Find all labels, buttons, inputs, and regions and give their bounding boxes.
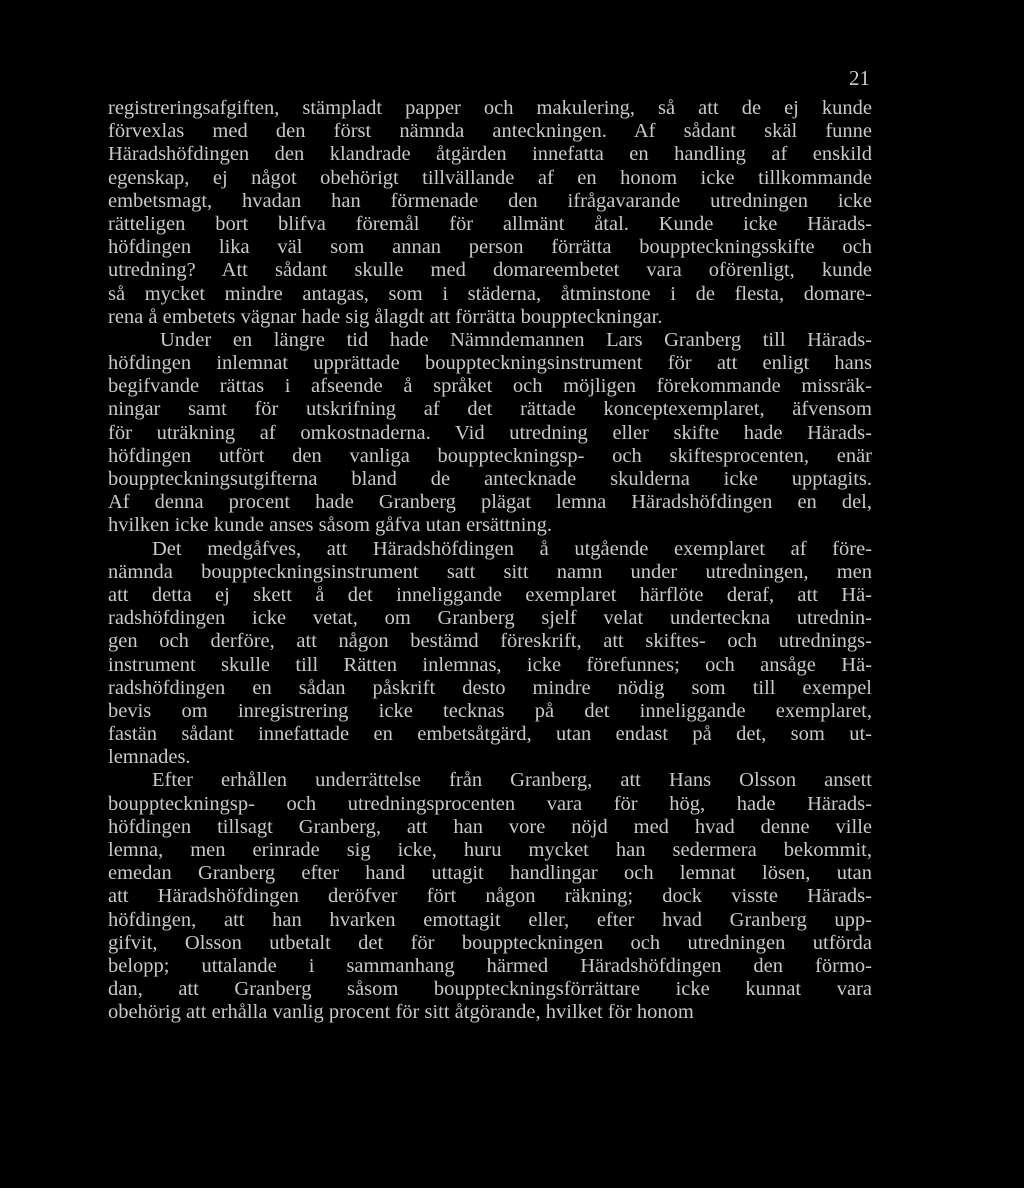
text-line: begifvande rättas i afseende å språket och möjligen förekommande missräk- xyxy=(108,375,872,398)
text-line: utredning? Att sådant skulle med domareembetet vara oförenligt, kunde xyxy=(108,259,872,282)
text-line: lemna, men erinrade sig icke, huru mycket han sedermera bekommit, xyxy=(108,839,872,861)
text-line: att Häradshöfdingen deröfver fört någon räkning; dock visste Härads- xyxy=(108,885,872,908)
text-line: bouppteckningsutgifterna bland de antecknade skulderna icke upptagits. xyxy=(108,468,872,490)
text-line: fastän sådant innefattade en embetsåtgärd, utan endast på det, som ut- xyxy=(108,723,872,746)
text-line: Efter erhållen underrättelse från Granberg, att Hans Olsson ansett xyxy=(152,769,872,792)
text-line: Af denna procent hade Granberg plägat lemna Häradshöfdingen en del, xyxy=(108,491,872,514)
text-line: förvexlas med den först nämnda anteckningen. Af sådant skäl funne xyxy=(108,120,872,143)
text-line: Häradshöfdingen den klandrade åtgärden innefatta en handling af enskild xyxy=(108,143,872,166)
text-line: hvilken icke kunde anses såsom gåfva utan ersättning. xyxy=(108,514,553,537)
text-line: rätteligen bort blifva föremål för allmänt åtal. Kunde icke Härads- xyxy=(108,212,872,235)
text-line: instrument skulle till Rätten inlemnas, icke förefunnes; och ansåge Hä- xyxy=(108,653,872,676)
text-line: gen och derföre, att någon bestämd föreskrift, att skiftes- och utrednings- xyxy=(108,630,872,653)
text-line: så mycket mindre antagas, som i städerna, åtminstone i de flesta, domare- xyxy=(108,282,872,305)
text-line: höfdingen lika väl som annan person förrätta bouppteckningsskifte och xyxy=(108,236,872,259)
page-number: 21 xyxy=(849,66,870,90)
text-line: obehörig att erhålla vanlig procent för sitt åtgörande, hvilket för honom xyxy=(108,1001,694,1024)
text-line: ningar samt för utskrifning af det rättade konceptexemplaret, äfvensom xyxy=(108,398,872,421)
text-line: Det medgåfves, att Häradshöfdingen å utgående exemplaret af före- xyxy=(152,537,872,560)
text-line: höfdingen tillsagt Granberg, att han vore nöjd med hvad denne ville xyxy=(108,815,872,838)
text-line: embetsmagt, hvadan han förmenade den ifrågavarande utredningen icke xyxy=(108,189,872,212)
text-line: Under en längre tid hade Nämndemannen Lars Granberg till Härads- xyxy=(160,328,872,351)
text-line: nämnda bouppteckningsinstrument satt sitt namn under utredningen, men xyxy=(108,560,872,583)
text-line: höfdingen inlemnat upprättade bouppteckningsinstrument för att enligt hans xyxy=(108,352,872,375)
text-line: registreringsafgiften, stämpladt papper och makulering, så att de ej kunde xyxy=(108,97,872,119)
text-line: gifvit, Olsson utbetalt det för bouppteckningen och utredningen utförda xyxy=(108,931,872,954)
text-line: höfdingen, att han hvarken emottagit eller, efter hvad Granberg upp- xyxy=(108,908,872,931)
text-line: emedan Granberg efter hand uttagit handlingar och lemnat lösen, utan xyxy=(108,862,872,885)
text-line: lemnades. xyxy=(108,746,191,769)
text-line: egenskap, ej något obehörigt tillvällande af en honom icke tillkommande xyxy=(108,166,872,189)
text-line: höfdingen utfört den vanliga bouppteckningsp- och skiftesprocenten, enär xyxy=(108,444,872,467)
text-line: för uträkning af omkostnaderna. Vid utredning eller skifte hade Härads- xyxy=(108,421,872,444)
text-line: bevis om inregistrering icke tecknas på det inneliggande exemplaret, xyxy=(108,699,872,722)
text-line: dan, att Granberg såsom bouppteckningsförrättare icke kunnat vara xyxy=(108,978,872,1001)
text-line: belopp; uttalande i sammanhang härmed Häradshöfdingen den förmo- xyxy=(108,954,872,977)
text-line: bouppteckningsp- och utredningsprocenten vara för hög, hade Härads- xyxy=(108,792,872,815)
body-text xyxy=(108,97,872,1025)
text-line: radshöfdingen icke vetat, om Granberg sjelf velat underteckna utrednin- xyxy=(108,607,872,630)
text-line: rena å embetets vägnar hade sig ålagdt att förrätta bouppteckningar. xyxy=(108,305,663,328)
text-line: att detta ej skett å det inneliggande exemplaret härflöte deraf, att Hä- xyxy=(108,583,872,606)
text-line: radshöfdingen en sådan påskrift desto mindre nödig som till exempel xyxy=(108,676,872,699)
